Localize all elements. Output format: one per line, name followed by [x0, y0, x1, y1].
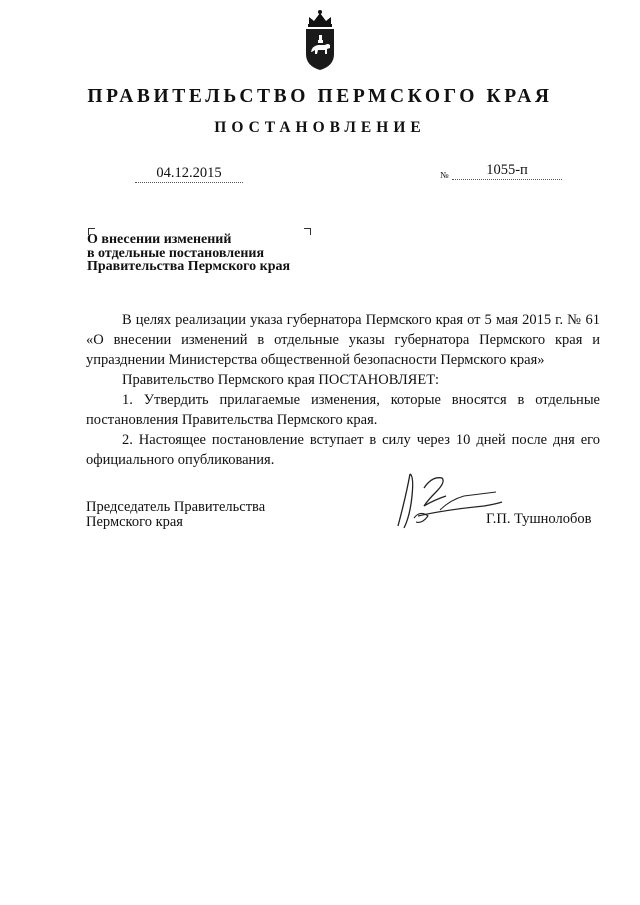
government-title: ПРАВИТЕЛЬСТВО ПЕРМСКОГО КРАЯ	[87, 86, 553, 107]
subject-line: в отдельные постановления	[87, 245, 265, 261]
subject-line: О внесении изменений	[87, 232, 232, 247]
signatory-position-line: Пермского края	[86, 514, 183, 530]
body-paragraph: Правительство Пермского края ПОСТАНОВЛЯЕТ:	[122, 372, 440, 388]
document-body	[86, 310, 600, 470]
document-type: ПОСТАНОВЛЕНИЕ	[214, 119, 426, 136]
perm-krai-coat-of-arms-icon	[300, 8, 340, 72]
number-label: №	[440, 170, 449, 180]
signatory-position-line: Председатель Правительства	[86, 499, 266, 515]
document-subject	[87, 233, 347, 274]
document-date: 04.12.2015	[135, 166, 243, 183]
body-paragraph: 2. Настоящее постановление вступает в силу через 10 дней после дня его официального опубликования.	[86, 432, 600, 468]
signatory-position	[86, 500, 265, 530]
body-paragraph: В целях реализации указа губернатора Пермского края от 5 мая 2015 г. № 61 «О внесении изменений в отдельные указы губернатора Пермского края и упразднении Министерства общественной безопасности Пермского края»	[86, 312, 600, 368]
subject-line: Правительства Пермского края	[87, 259, 291, 274]
body-paragraph: 1. Утвердить прилагаемые изменения, которые вносятся в отдельные постановления Правительства Пермского края.	[86, 392, 600, 428]
document-number: 1055-п	[452, 163, 562, 180]
signatory-name: Г.П. Тушнолобов	[486, 511, 592, 527]
